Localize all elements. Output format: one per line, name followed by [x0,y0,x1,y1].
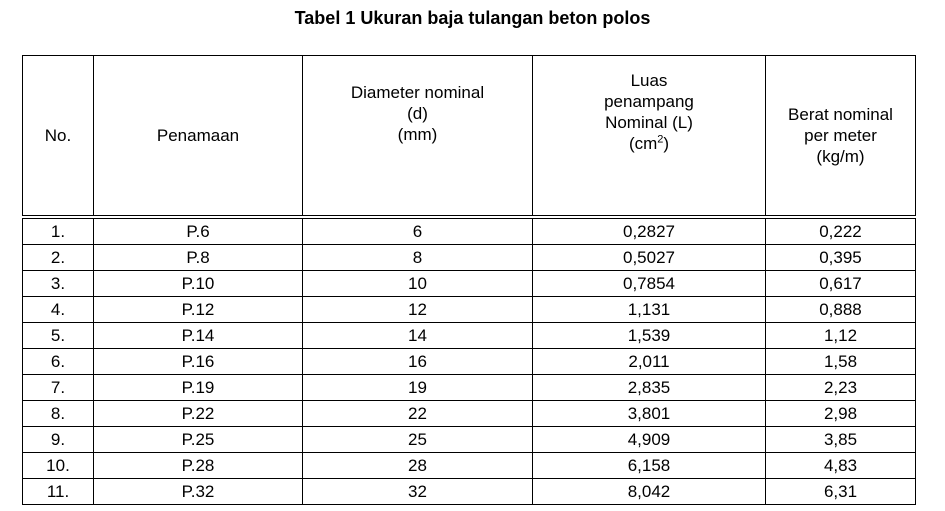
cell-luas: 0,7854 [533,271,766,297]
table-row [23,349,916,375]
cell-berat: 0,395 [766,245,916,271]
cell-luas: 1,131 [533,297,766,323]
cell-penamaan: P.19 [94,375,303,401]
header-luas-line: Luas [630,71,668,90]
cell-luas: 0,2827 [533,217,766,245]
cell-luas: 2,835 [533,375,766,401]
header-berat-line: per meter [804,126,877,145]
cell-diameter: 22 [303,401,533,427]
cell-diameter: 19 [303,375,533,401]
cell-berat: 0,888 [766,297,916,323]
header-luas-unit-exponent: 2 [657,133,664,146]
cell-diameter: 10 [303,271,533,297]
cell-berat: 6,31 [766,479,916,505]
cell-berat: 1,58 [766,349,916,375]
cell-penamaan: P.32 [94,479,303,505]
cell-luas: 8,042 [533,479,766,505]
cell-penamaan: P.6 [94,217,303,245]
cell-no: 5. [23,323,94,349]
table-row [23,297,916,323]
cell-diameter: 32 [303,479,533,505]
header-berat [766,56,916,218]
cell-luas: 2,011 [533,349,766,375]
table-title: Tabel 1 Ukuran baja tulangan beton polos [294,8,651,28]
table-row [23,453,916,479]
header-row [23,56,916,218]
table-row [23,217,916,245]
header-diameter-line: (d) [407,104,428,123]
table-row [23,401,916,427]
header-penamaan: Penamaan [94,56,303,218]
header-no: No. [23,56,94,218]
cell-penamaan: P.16 [94,349,303,375]
cell-berat: 2,98 [766,401,916,427]
cell-no: 3. [23,271,94,297]
cell-penamaan: P.25 [94,427,303,453]
header-luas [533,56,766,218]
cell-no: 6. [23,349,94,375]
cell-luas: 6,158 [533,453,766,479]
cell-berat: 1,12 [766,323,916,349]
cell-berat: 4,83 [766,453,916,479]
cell-diameter: 14 [303,323,533,349]
rebar-size-table [22,55,916,505]
cell-diameter: 8 [303,245,533,271]
header-luas-unit-base: (cm [628,134,658,153]
header-diameter-line: Diameter nominal [350,83,485,102]
cell-penamaan: P.8 [94,245,303,271]
cell-no: 4. [23,297,94,323]
header-diameter-line: (mm) [397,125,438,144]
table-row [23,427,916,453]
header-berat-line: (kg/m) [816,147,865,166]
cell-penamaan: P.28 [94,453,303,479]
cell-penamaan: P.10 [94,271,303,297]
cell-luas: 0,5027 [533,245,766,271]
header-diameter [303,56,533,218]
cell-no: 11. [23,479,94,505]
cell-berat: 3,85 [766,427,916,453]
cell-luas: 1,539 [533,323,766,349]
table-row [23,479,916,505]
table-row [23,323,916,349]
header-luas-line: penampang [604,92,694,111]
cell-no: 1. [23,217,94,245]
cell-no: 2. [23,245,94,271]
cell-luas: 4,909 [533,427,766,453]
table-row [23,271,916,297]
cell-berat: 0,222 [766,217,916,245]
table-row [23,245,916,271]
cell-berat: 2,23 [766,375,916,401]
table-row [23,375,916,401]
cell-penamaan: P.12 [94,297,303,323]
header-luas-unit-close: ) [663,134,670,153]
cell-no: 10. [23,453,94,479]
cell-penamaan: P.14 [94,323,303,349]
cell-no: 9. [23,427,94,453]
cell-diameter: 16 [303,349,533,375]
header-luas-line: Nominal (L) [605,113,693,132]
cell-no: 8. [23,401,94,427]
cell-diameter: 12 [303,297,533,323]
cell-diameter: 6 [303,217,533,245]
cell-no: 7. [23,375,94,401]
cell-penamaan: P.22 [94,401,303,427]
header-luas-unit [537,133,761,154]
cell-diameter: 25 [303,427,533,453]
cell-luas: 3,801 [533,401,766,427]
cell-berat: 0,617 [766,271,916,297]
cell-diameter: 28 [303,453,533,479]
header-berat-line: Berat nominal [788,105,893,124]
